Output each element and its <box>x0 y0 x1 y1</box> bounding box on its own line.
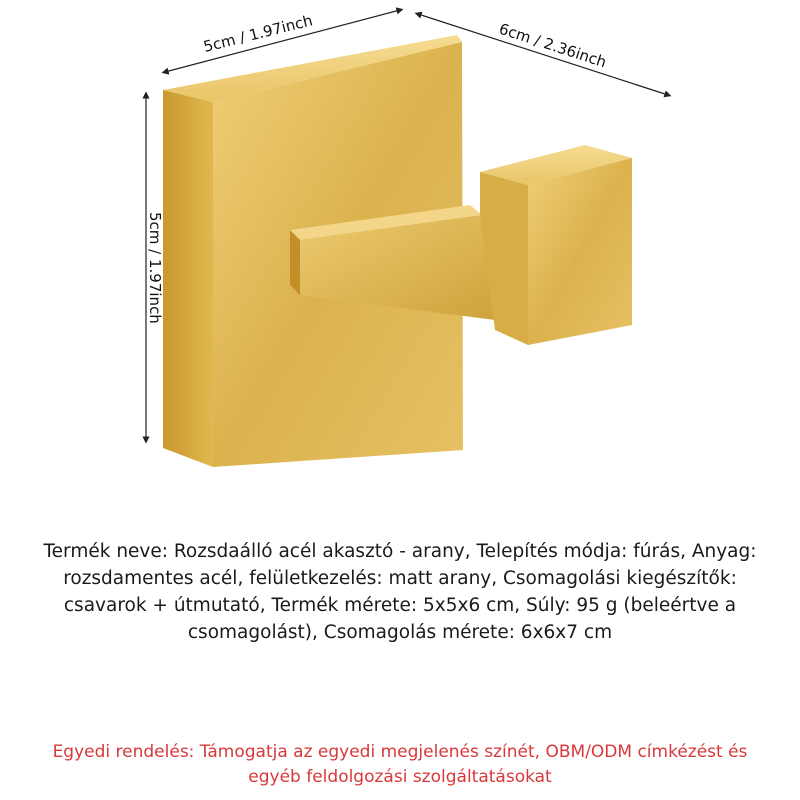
hook-tip <box>480 145 632 345</box>
svg-text:6cm / 2.36inch: 6cm / 2.36inch <box>496 19 609 72</box>
dimension-height <box>146 95 164 440</box>
svg-text:5cm / 1.97inch: 5cm / 1.97inch <box>146 212 164 324</box>
custom-order-note: Egyedi rendelés: Támogatja az egyedi megjelenés színét, OBM/ODM címkézést és egyéb feldolgozási szolgáltatásokat <box>52 742 748 787</box>
product-description: Termék neve: Rozsdaálló acél akasztó - arany, Telepítés módja: fúrás, Anyag: rozsdamentes acél, felületkezelés: matt arany, Csomagolási kiegészítők: csavarok + útmutató, Termék mérete: 5x5x6 cm, Súly: 95 g (beleértve a csomagolást), Csomagolás mérete: 6x6x7 cm <box>43 541 757 643</box>
svg-text:5cm / 1.97inch: 5cm / 1.97inch <box>201 11 315 56</box>
